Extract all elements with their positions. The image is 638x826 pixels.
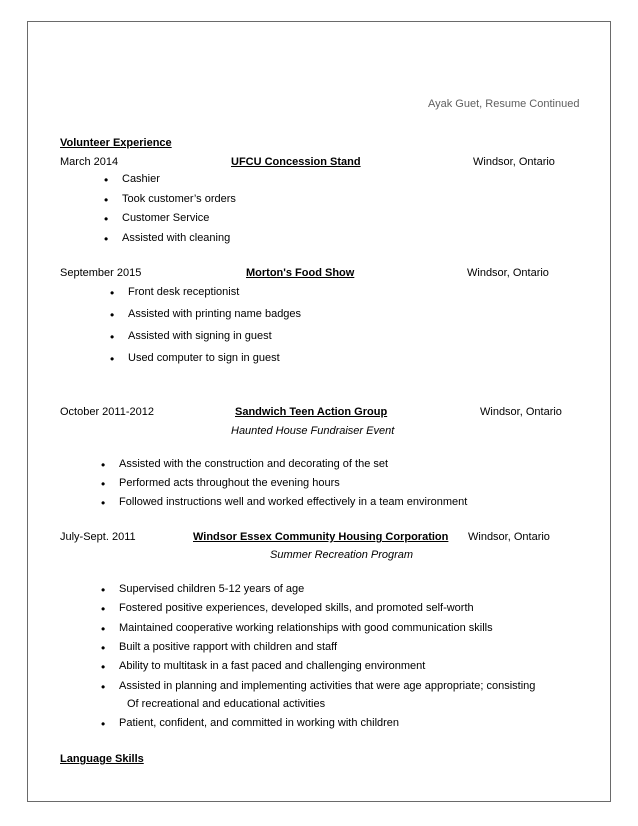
entry-location: Windsor, Ontario — [468, 531, 550, 543]
language-skills-title: Language Skills — [60, 753, 144, 765]
list-item: Ability to multitask in a fast paced and challenging environment — [119, 660, 426, 672]
bullet-icon: • — [104, 212, 109, 226]
bullet-icon: • — [104, 193, 109, 207]
entry-org: Morton's Food Show — [246, 267, 355, 279]
list-item: Assisted with printing name badges — [128, 308, 302, 320]
entry-location: Windsor, Ontario — [473, 156, 555, 168]
bullet-icon: • — [110, 352, 115, 366]
list-item: Performed acts throughout the evening hours — [119, 477, 340, 489]
list-item: Took customer’s orders — [122, 193, 236, 205]
entry-org: UFCU Concession Stand — [231, 156, 361, 168]
bullet-icon: • — [101, 641, 106, 655]
list-item: Assisted with the construction and decorating of the set — [119, 458, 389, 470]
bullet-icon: • — [101, 477, 106, 491]
entry-subtitle: Haunted House Fundraiser Event — [231, 425, 395, 437]
list-item: Customer Service — [122, 212, 210, 224]
bullet-icon: • — [101, 602, 106, 616]
list-item: Assisted with cleaning — [122, 232, 231, 244]
entry-date: September 2015 — [60, 267, 142, 279]
list-item: Front desk receptionist — [128, 286, 240, 298]
entry-org: Windsor Essex Community Housing Corporation — [193, 531, 449, 543]
section-title: Volunteer Experience — [60, 137, 172, 149]
bullet-icon: • — [104, 232, 109, 246]
bullet-icon: • — [101, 583, 106, 597]
list-item: Maintained cooperative working relationships with good communication skills — [119, 622, 493, 634]
entry-org: Sandwich Teen Action Group — [235, 406, 388, 418]
bullet-icon: • — [101, 458, 106, 472]
bullet-icon: • — [110, 286, 115, 300]
entry-location: Windsor, Ontario — [480, 406, 562, 418]
list-item: Cashier — [122, 173, 160, 185]
list-item: Assisted with signing in guest — [128, 330, 272, 342]
entry-date: October 2011-2012 — [60, 406, 154, 418]
list-item-continuation: Of recreational and educational activities — [127, 698, 326, 710]
entry-date: July-Sept. 2011 — [60, 531, 136, 543]
bullet-icon: • — [104, 173, 109, 187]
bullet-icon: • — [101, 680, 106, 694]
bullet-icon: • — [101, 622, 106, 636]
list-item: Patient, confident, and committed in working with children — [119, 717, 400, 729]
entry-location: Windsor, Ontario — [467, 267, 549, 279]
bullet-icon: • — [101, 717, 106, 731]
bullet-icon: • — [110, 308, 115, 322]
bullet-icon: • — [101, 660, 106, 674]
bullet-icon: • — [110, 330, 115, 344]
bullet-icon: • — [101, 496, 106, 510]
entry-date: March 2014 — [60, 156, 119, 168]
list-item: Fostered positive experiences, developed skills, and promoted self-worth — [119, 602, 474, 614]
list-item: Supervised children 5-12 years of age — [119, 583, 305, 595]
entry-subtitle: Summer Recreation Program — [270, 549, 414, 561]
list-item: Followed instructions well and worked effectively in a team environment — [119, 496, 468, 508]
list-item: Built a positive rapport with children and staff — [119, 641, 338, 653]
page-header: Ayak Guet, Resume Continued — [428, 98, 580, 110]
list-item: Assisted in planning and implementing activities that were age appropriate; consisting — [119, 680, 536, 692]
list-item: Used computer to sign in guest — [128, 352, 280, 364]
